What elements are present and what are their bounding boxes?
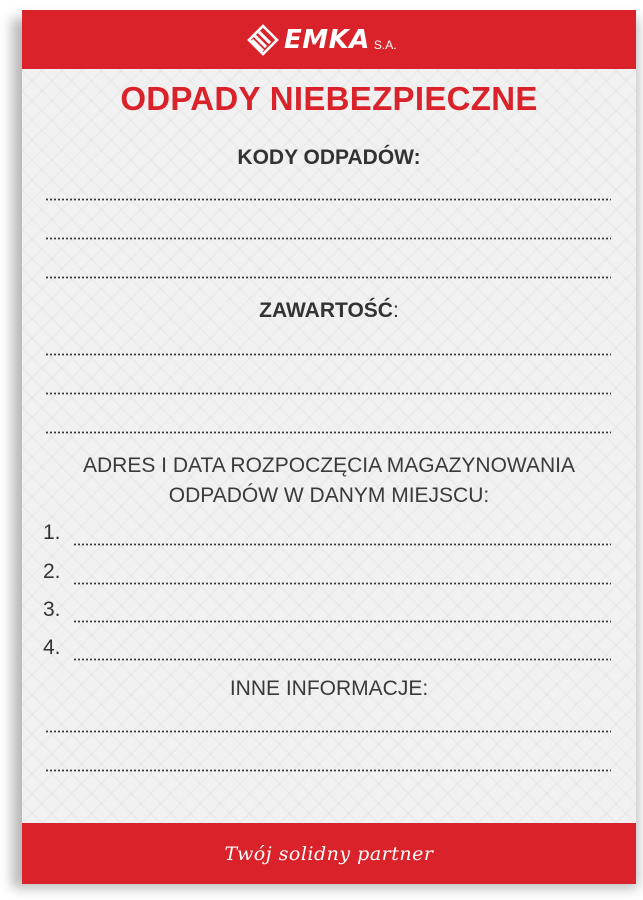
contents-line-2 [45, 392, 611, 395]
storage-entry-number: 1. [43, 521, 61, 544]
storage-entry-line [73, 582, 611, 585]
header-bar [22, 10, 636, 69]
emka-diamond-logo-icon [246, 23, 280, 57]
waste-codes-line-1 [45, 198, 611, 201]
storage-entry-number: 3. [43, 598, 61, 621]
waste-codes-line-2 [45, 237, 611, 240]
brand-logo [246, 22, 397, 58]
contents-heading-label: ZAWARTOŚĆ [259, 299, 393, 322]
other-info-heading: INNE INFORMACJE: [229, 677, 429, 700]
waste-label-sheet [22, 10, 636, 884]
storage-entry-3 [43, 598, 611, 624]
contents-heading-colon: : [392, 299, 399, 322]
other-info-line-1 [45, 730, 611, 733]
contents-heading [22, 299, 636, 323]
footer-bar [22, 823, 636, 884]
page-title: ODPADY NIEBEZPIECZNE [120, 80, 538, 117]
waste-codes-heading: KODY ODPADÓW: [237, 146, 421, 169]
storage-heading-line-2: ODPADÓW W DANYM MIEJSCU: [168, 484, 490, 507]
storage-entry-number: 4. [43, 636, 61, 659]
storage-entry-number: 2. [43, 560, 61, 583]
brand-slogan: Twój solidny partner [224, 843, 434, 865]
brand-name: EMKA [284, 25, 370, 55]
other-info-line-2 [45, 769, 611, 772]
waste-codes-line-3 [45, 276, 611, 279]
storage-entry-line [73, 543, 611, 546]
storage-entry-line [73, 658, 611, 661]
storage-entry-4 [43, 636, 611, 662]
storage-entry-line [73, 620, 611, 623]
storage-entry-2 [43, 560, 611, 586]
contents-line-3 [45, 431, 611, 434]
storage-heading-line-1: ADRES I DATA ROZPOCZĘCIA MAGAZYNOWANIA [82, 454, 575, 477]
brand-suffix: S.A. [373, 38, 397, 52]
storage-entry-1 [43, 521, 611, 547]
contents-line-1 [45, 353, 611, 356]
